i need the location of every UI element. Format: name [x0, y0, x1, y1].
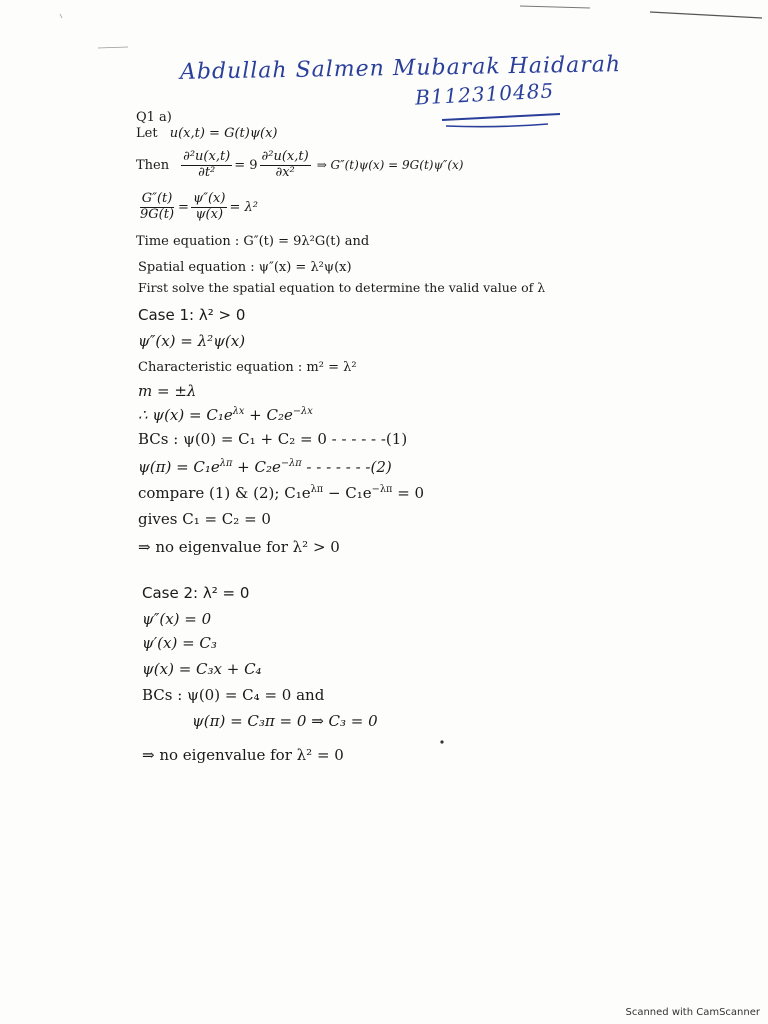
- case2-line-5: ψ(π) = C₃π = 0 ⇒ C₃ = 0: [192, 712, 378, 730]
- case2-line-4: BCs : ψ(0) = C₄ = 0 and: [142, 686, 325, 704]
- then-fraction-left: [181, 150, 232, 181]
- ratio-den-right: ψ(x): [195, 206, 224, 222]
- first-solve-line: First solve the spatial equation to determine the valid value of λ: [138, 280, 546, 295]
- case1-line-8: gives C₁ = C₂ = 0: [138, 510, 271, 528]
- then-line: [136, 150, 463, 181]
- ratio-fraction-left: [138, 192, 176, 223]
- ratio-num-right: ψ″(x): [192, 191, 226, 206]
- then-num-right: ∂²u(x,t): [261, 149, 309, 164]
- then-mid: = 9: [234, 157, 258, 173]
- case1-line-7: compare (1) & (2); $C_1e^{\lambda\pi} - C_1e^{-\lambda\pi} = 0$: [138, 484, 425, 502]
- then-fraction-right: [260, 150, 311, 181]
- case2-line-1: ψ″(x) = 0: [142, 610, 212, 628]
- time-equation: Time equation : G″(t) = 9λ²G(t) and: [136, 234, 370, 249]
- case-1-heading: Case 1: λ² > 0: [138, 306, 246, 324]
- scanner-watermark: Scanned with CamScanner: [625, 1007, 760, 1018]
- stray-dot: [438, 738, 448, 748]
- case1-line-2: Characteristic equation : m² = λ²: [138, 360, 357, 375]
- ratio-equals: =: [178, 199, 189, 215]
- student-id: B112310485: [414, 78, 555, 110]
- case2-line-3: ψ(x) = C₃x + C₄: [142, 660, 262, 678]
- let-line: [136, 126, 278, 141]
- case1-line-3: m = ±λ: [138, 382, 197, 400]
- then-den-left: ∂t²: [198, 164, 216, 180]
- ratio-tail: = λ²: [229, 199, 258, 215]
- let-expression: u(x,t) = G(t)ψ(x): [169, 126, 278, 141]
- question-label: Q1 a): [136, 110, 172, 125]
- case1-line-4: ∴ $\psi(x) = C_1e^{\lambda x} + C_2e^{-\lambda x}$: [138, 406, 313, 424]
- case2-line-2: ψ′(x) = C₃: [142, 634, 217, 652]
- case1-line-1: ψ″(x) = λ²ψ(x): [138, 332, 246, 350]
- ratio-den-left: 9G(t): [140, 206, 175, 222]
- student-name: Abdullah Salmen Mubarak Haidarah: [179, 52, 622, 85]
- let-word: Let: [136, 126, 158, 141]
- ratio-fraction-right: [191, 192, 228, 223]
- then-num-left: ∂²u(x,t): [183, 149, 231, 164]
- case-2-heading: Case 2: λ² = 0: [142, 584, 250, 602]
- case1-line-5: BCs : ψ(0) = C₁ + C₂ = 0 - - - - - -(1): [138, 430, 408, 448]
- ratio-line: [136, 192, 258, 223]
- case1-conclusion: ⇒ no eigenvalue for λ² > 0: [138, 538, 340, 556]
- then-word: Then: [136, 157, 170, 173]
- case1-line-6: $\psi(\pi) = C_1e^{\lambda\pi} + C_2e^{-\lambda\pi}$ - - - - - - -(2): [138, 458, 392, 476]
- case2-conclusion: ⇒ no eigenvalue for λ² = 0: [142, 746, 344, 764]
- underline-scribble: [0, 0, 768, 140]
- spatial-equation: Spatial equation : ψ″(x) = λ²ψ(x): [138, 260, 352, 275]
- then-tail: ⇒ G″(t)ψ(x) = 9G(t)ψ″(x): [316, 158, 464, 173]
- then-den-right: ∂x²: [275, 164, 295, 180]
- ratio-num-left: G″(t): [141, 191, 173, 206]
